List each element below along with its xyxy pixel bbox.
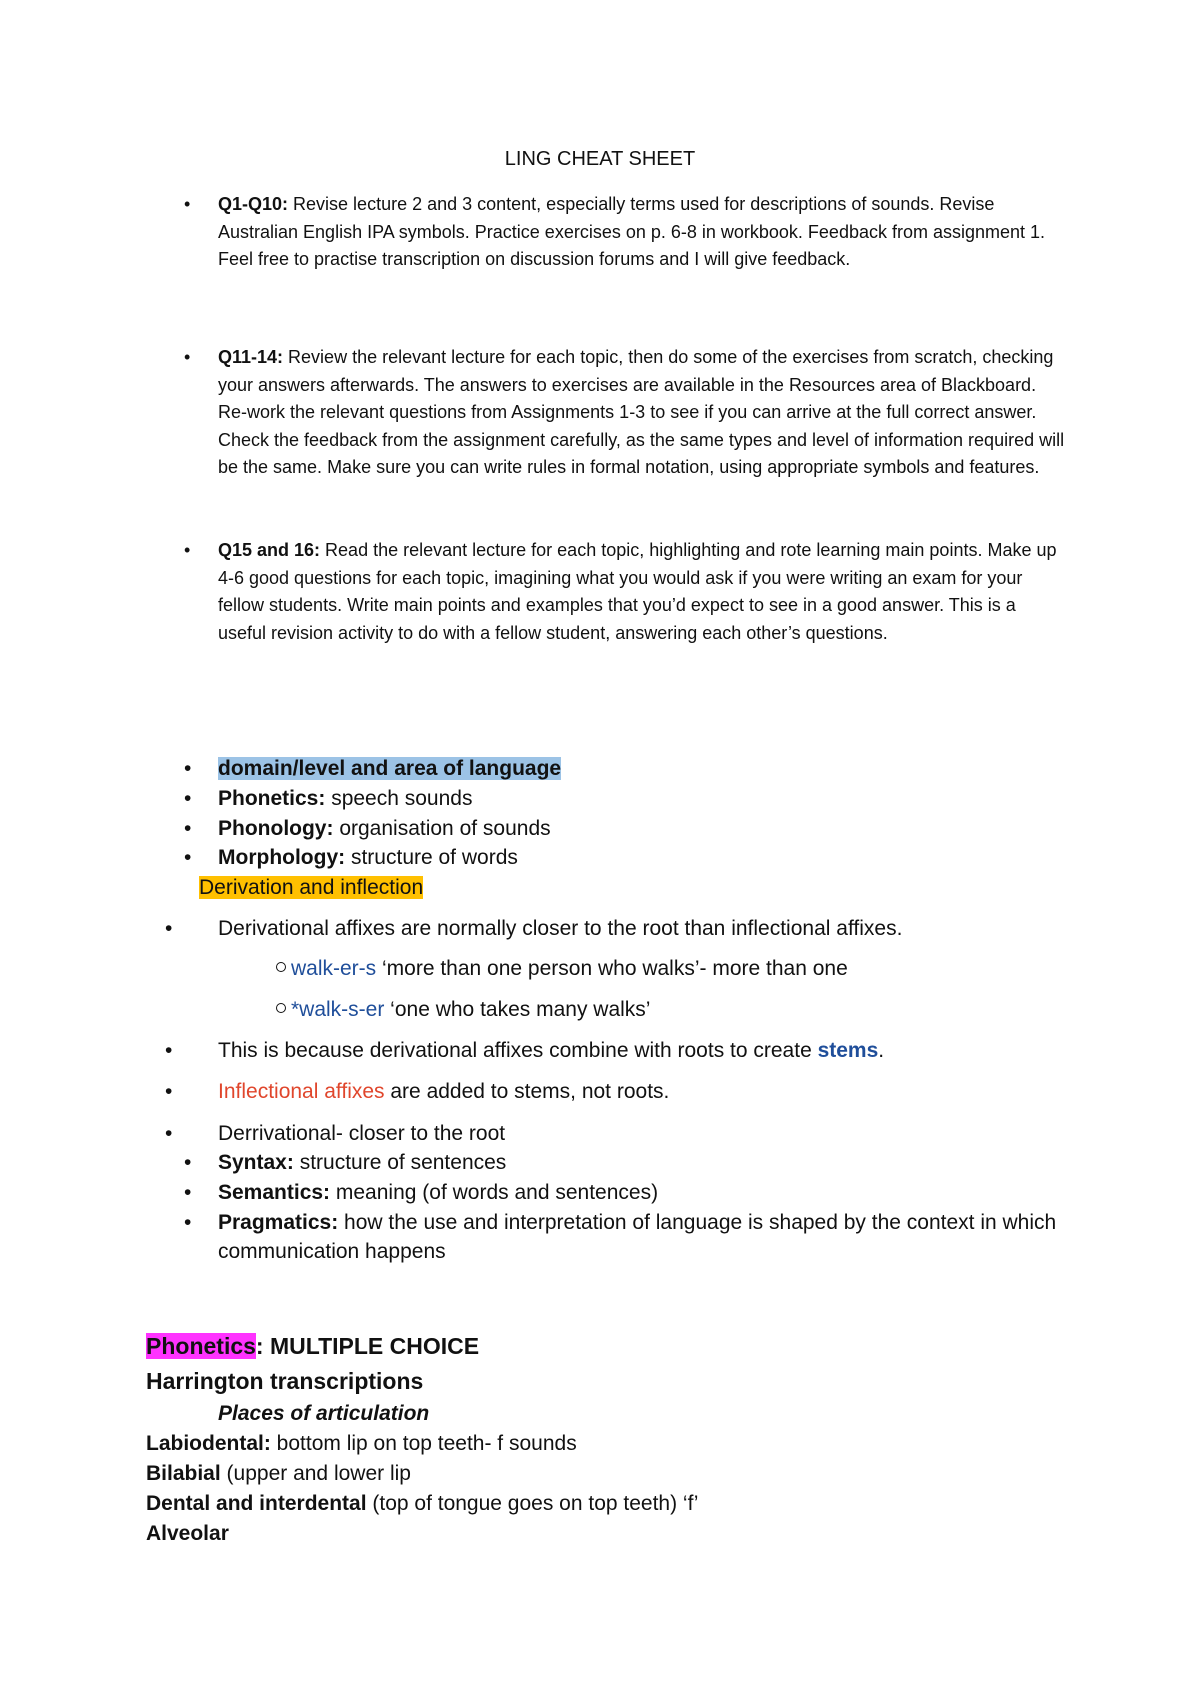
- revision-label: Q1-Q10:: [218, 194, 289, 214]
- domain-label: Phonetics:: [218, 787, 326, 810]
- domain-label: Morphology:: [218, 846, 346, 869]
- domain-text: organisation of sounds: [333, 817, 551, 840]
- place-text: (upper and lower lip: [220, 1462, 411, 1485]
- harrington-text: Harrington transcriptions: [146, 1368, 424, 1394]
- derrivational-item: [165, 1120, 506, 1148]
- because-text: This is because derivational affixes combine with roots to create: [218, 1039, 818, 1062]
- bilabial-row: [146, 1460, 411, 1488]
- domain-label: Semantics:: [218, 1181, 331, 1204]
- example-form: walk-er-s: [291, 957, 377, 980]
- labiodental-row: [146, 1430, 577, 1458]
- revision-text: Revise lecture 2 and 3 content, especially terms used for descriptions of sounds. Revise Australian English IPA symbols. Practice exercises on p. 6-8 in workbook. Feedback from assignment 1. Feel free to practise transcription on discussion forums and I will give feedback.: [218, 194, 1046, 269]
- bullet-icon: •: [165, 1080, 173, 1103]
- places-heading: [218, 1400, 429, 1428]
- bullet-icon: •: [165, 1039, 173, 1062]
- bullet-icon: •: [184, 540, 191, 560]
- place-text: bottom lip on top teeth- f sounds: [270, 1432, 577, 1455]
- revision-text: Read the relevant lecture for each topic, highlighting and rote learning main points. Make up 4-6 good questions for each topic, imagining what you would ask if you were writing an exam for your fellow students. Write main points and examples that you’d expect to see in a good answer. This is a useful revision activity to do with a fellow student, answering each other’s questions.: [218, 540, 1057, 643]
- revision-text: Review the relevant lecture for each topic, then do some of the exercises from scratch, checking your answers afterwards. The answers to exercises are available in the Resources area of Blackboard. Re-work the relevant questions from Assignments 1-3 to see if you can arrive at the full correct answer. Check the feedback from the assignment carefully, as the same types and level of information required will be the same. Make sure you can write rules in formal notation, using appropriate symbols and features.: [218, 347, 1065, 477]
- domain-item-pragmatics: [184, 1208, 1078, 1266]
- deriv-closer-item: [165, 915, 903, 943]
- circle-bullet-icon: [276, 962, 286, 972]
- bullet-icon: •: [184, 347, 191, 367]
- place-label: Bilabial: [146, 1462, 221, 1485]
- because-end: .: [878, 1039, 885, 1062]
- bullet-icon: •: [165, 1122, 173, 1145]
- domain-label: Phonology:: [218, 817, 334, 840]
- example-form: *walk-s-er: [291, 998, 385, 1021]
- example-walkser: [276, 996, 650, 1024]
- domain-text: meaning (of words and sentences): [330, 1181, 659, 1204]
- example-gloss: ‘one who takes many walks’: [384, 998, 651, 1021]
- domain-item-phonology: [184, 815, 551, 843]
- example-gloss: ‘more than one person who walks’- more than one: [376, 957, 848, 980]
- inflectional-label: Inflectional affixes: [218, 1080, 385, 1103]
- bullet-icon: •: [184, 787, 192, 810]
- domain-item-morphology: [184, 844, 518, 872]
- bullet-icon: •: [184, 1151, 192, 1174]
- domain-item-syntax: [184, 1149, 507, 1177]
- derivation-heading: Derivation and inflection: [199, 876, 424, 899]
- domain-item-phonetics: [184, 785, 473, 813]
- domain-heading: domain/level and area of language: [218, 757, 562, 780]
- harrington-heading: [146, 1367, 423, 1395]
- because-item: [165, 1037, 885, 1065]
- domain-item-semantics: [184, 1179, 659, 1207]
- revision-item-q1-q10: [184, 191, 1068, 274]
- bullet-icon: •: [184, 194, 191, 214]
- domain-label: Pragmatics:: [218, 1211, 339, 1234]
- dental-row: [146, 1490, 698, 1518]
- circle-bullet-icon: [276, 1003, 286, 1013]
- phonetics-heading: [146, 1332, 479, 1360]
- inflectional-item: [165, 1078, 670, 1106]
- phonetics-heading-rest: : MULTIPLE CHOICE: [255, 1333, 480, 1359]
- revision-label: Q15 and 16:: [218, 540, 321, 560]
- stems-word: stems: [817, 1039, 879, 1062]
- revision-item-q11-14: [184, 344, 1068, 482]
- revision-item-q15-16: [184, 537, 1068, 647]
- domain-text: structure of words: [345, 846, 518, 869]
- example-walkers: [276, 955, 848, 983]
- domain-heading-item: [184, 755, 562, 783]
- revision-label: Q11-14:: [218, 347, 284, 367]
- bullet-icon: •: [184, 817, 192, 840]
- derivation-heading-row: [199, 874, 423, 902]
- bullet-icon: •: [184, 1181, 192, 1204]
- domain-label: Syntax:: [218, 1151, 294, 1174]
- place-label: Labiodental:: [146, 1432, 271, 1455]
- alveolar-row: [146, 1520, 229, 1548]
- domain-text: how the use and interpretation of language is shaped by the context in which communication happens: [218, 1211, 1057, 1263]
- place-label: Alveolar: [146, 1522, 229, 1545]
- place-text: (top of tongue goes on top teeth) ‘f’: [366, 1492, 699, 1515]
- deriv-closer-text: Derivational affixes are normally closer to the root than inflectional affixes.: [218, 917, 903, 940]
- place-label: Dental and interdental: [146, 1492, 367, 1515]
- phonetics-heading-highlight: Phonetics: [146, 1333, 256, 1359]
- bullet-icon: •: [184, 757, 192, 780]
- bullet-icon: •: [184, 1211, 192, 1234]
- domain-text: structure of sentences: [293, 1151, 507, 1174]
- domain-text: speech sounds: [325, 787, 473, 810]
- page-title: LING CHEAT SHEET: [504, 148, 696, 170]
- bullet-icon: •: [184, 846, 192, 869]
- bullet-icon: •: [165, 917, 173, 940]
- derrivational-note: Derrivational- closer to the root: [218, 1122, 506, 1145]
- inflectional-text: are added to stems, not roots.: [384, 1080, 670, 1103]
- places-text: Places of articulation: [218, 1402, 430, 1425]
